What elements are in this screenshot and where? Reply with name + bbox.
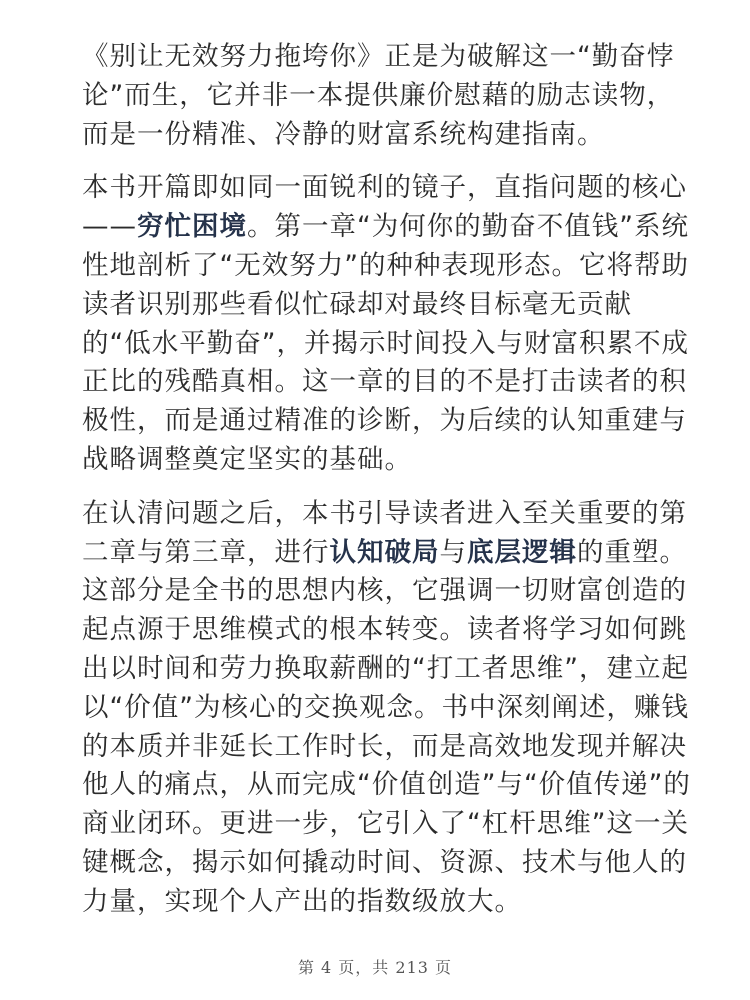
paragraph-text: 与 — [439, 536, 467, 568]
document-body — [82, 38, 692, 922]
highlighted-term: 认知破局 — [329, 536, 440, 568]
highlighted-term: 底层逻辑 — [467, 536, 577, 568]
paragraph-text: 在认清问题之后，本书引导读者进入至关重要的第二章与第三章，进行 — [82, 497, 687, 568]
paragraph-text: 的重塑。这部分是全书的思想内核，它强调一切财富创造的起点源于思维模式的根本转变。读者将学习如何跳出以时间和劳力换取薪酬的“打工者思维”，建立起以“价值”为核心的交换观念。书中深刻阐述，赚钱的本质并非延长工作时长，而是高效地发现并解决他人的痛点，从而完成“价值创造”与“价值传递”的商业闭环。更进一步，它引入了“杠杆思维”这一关键概念，揭示如何撬动时间、资源、技术与他人的力量，实现个人产出的指数级放大。 — [82, 536, 691, 917]
paragraph-chapter-one — [82, 169, 692, 479]
highlighted-term: 穷忙困境 — [137, 211, 247, 243]
paragraph-text: 本书开篇即如同一面锐利的镜子，直指问题的核心—— — [82, 172, 687, 243]
paragraph-text: 。第一章“为何你的勤奋不值钱”系统性地剖析了“无效努力”的种种表现形态。它将帮助读者识别那些看似忙碌却对最终目标毫无贡献的“低水平勤奋”，并揭示时间投入与财富积累不成正比的残酷真相。这一章的目的不是打击读者的积极性，而是通过精准的诊断，为后续的认知重建与战略调整奠定坚实的基础。 — [82, 211, 689, 475]
page-footer: 第 4 页，共 213 页 — [297, 958, 453, 977]
paragraph-text: 《别让无效努力拖垮你》正是为破解这一“勤奋悖论”而生，它并非一本提供廉价慰藉的励志读物，而是一份精准、冷静的财富系统构建指南。 — [82, 41, 675, 150]
paragraph-chapters-two-three — [82, 495, 692, 922]
paragraph-intro — [82, 38, 692, 154]
